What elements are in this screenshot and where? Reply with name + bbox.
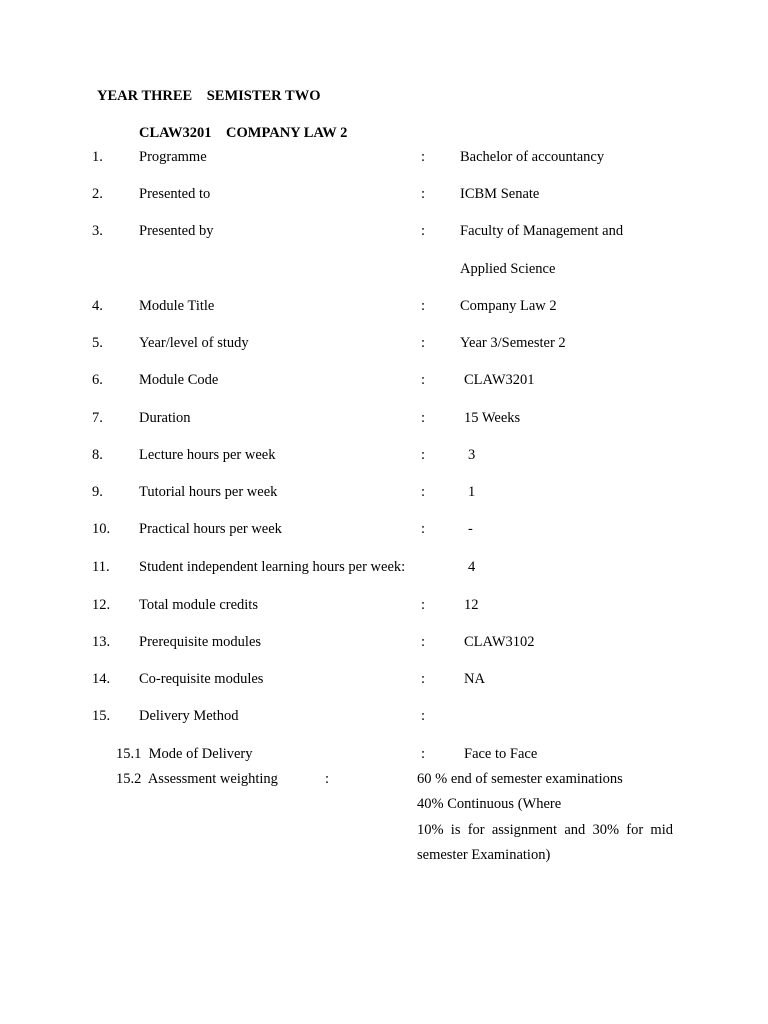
row-label-lecture-hours: Lecture hours per week <box>139 447 276 463</box>
row-colon: : <box>325 771 330 787</box>
row-colon: : <box>421 223 426 239</box>
row-colon: : <box>421 410 426 426</box>
row-value-independent-hours: 4 <box>468 559 476 575</box>
row-label-programme: Programme <box>139 149 207 165</box>
row-value-presented-by-continued: Applied Science <box>460 261 556 277</box>
row-colon: : <box>421 372 426 388</box>
row-colon: : <box>421 447 426 463</box>
subrow-label-assessment-weighting: 15.2 Assessment weighting <box>116 771 278 787</box>
row-label-prerequisite: Prerequisite modules <box>139 634 262 650</box>
row-number: 4. <box>92 298 103 314</box>
row-number: 13. <box>92 634 111 650</box>
row-number: 5. <box>92 335 103 351</box>
row-number: 11. <box>92 559 110 575</box>
row-value-tutorial-hours: 1 <box>468 484 476 500</box>
assessment-line: semester Examination) <box>417 847 551 863</box>
row-label-presented-to: Presented to <box>139 186 211 202</box>
row-value-module-code: CLAW3201 <box>464 372 535 388</box>
row-number: 6. <box>92 372 103 388</box>
row-number: 14. <box>92 671 111 687</box>
row-label-delivery-method: Delivery Method <box>139 708 239 724</box>
row-label-corequisite: Co-requisite modules <box>139 671 264 687</box>
row-value-year-level: Year 3/Semester 2 <box>460 335 566 351</box>
row-label-duration: Duration <box>139 410 191 426</box>
row-colon: : <box>421 298 426 314</box>
row-number: 7. <box>92 410 103 426</box>
row-label-practical-hours: Practical hours per week <box>139 521 282 537</box>
row-value-presented-to: ICBM Senate <box>460 186 540 202</box>
row-colon: : <box>421 597 426 613</box>
row-colon: : <box>421 149 426 165</box>
row-colon: : <box>421 746 426 762</box>
assessment-line: 60 % end of semester examinations <box>417 771 623 787</box>
row-value-corequisite: NA <box>464 671 485 687</box>
row-colon: : <box>421 634 426 650</box>
subrow-value-mode-of-delivery: Face to Face <box>464 746 538 762</box>
row-colon: : <box>421 671 426 687</box>
row-label-module-title: Module Title <box>139 298 215 314</box>
row-label-total-credits: Total module credits <box>139 597 258 613</box>
row-number: 3. <box>92 223 103 239</box>
row-number: 12. <box>92 597 111 613</box>
row-colon: : <box>421 335 426 351</box>
row-number: 15. <box>92 708 111 724</box>
row-value-lecture-hours: 3 <box>468 447 476 463</box>
row-colon: : <box>421 186 426 202</box>
row-label-module-code: Module Code <box>139 372 219 388</box>
row-value-prerequisite: CLAW3102 <box>464 634 535 650</box>
row-value-presented-by: Faculty of Management and <box>460 223 624 239</box>
row-number: 9. <box>92 484 103 500</box>
row-value-duration: 15 Weeks <box>464 410 521 426</box>
row-number: 2. <box>92 186 103 202</box>
row-value-total-credits: 12 <box>464 597 479 613</box>
year-semester-heading: YEAR THREE SEMISTER TWO <box>97 88 321 104</box>
row-colon: : <box>421 521 426 537</box>
subrow-label-mode-of-delivery: 15.1 Mode of Delivery <box>116 746 253 762</box>
course-title-heading: CLAW3201 COMPANY LAW 2 <box>139 125 348 141</box>
assessment-line: 40% Continuous (Where <box>417 796 562 812</box>
row-value-practical-hours: - <box>468 521 473 537</box>
row-label-independent-hours: Student independent learning hours per week: <box>139 559 406 575</box>
row-number: 10. <box>92 521 111 537</box>
row-value-programme: Bachelor of accountancy <box>460 149 605 165</box>
row-label-presented-by: Presented by <box>139 223 214 239</box>
row-colon: : <box>421 708 426 724</box>
row-value-module-title: Company Law 2 <box>460 298 557 314</box>
row-number: 8. <box>92 447 103 463</box>
assessment-line: 10% is for assignment and 30% for mid <box>417 822 673 838</box>
row-label-year-level: Year/level of study <box>139 335 249 351</box>
row-label-tutorial-hours: Tutorial hours per week <box>139 484 278 500</box>
row-number: 1. <box>92 149 103 165</box>
row-colon: : <box>421 484 426 500</box>
